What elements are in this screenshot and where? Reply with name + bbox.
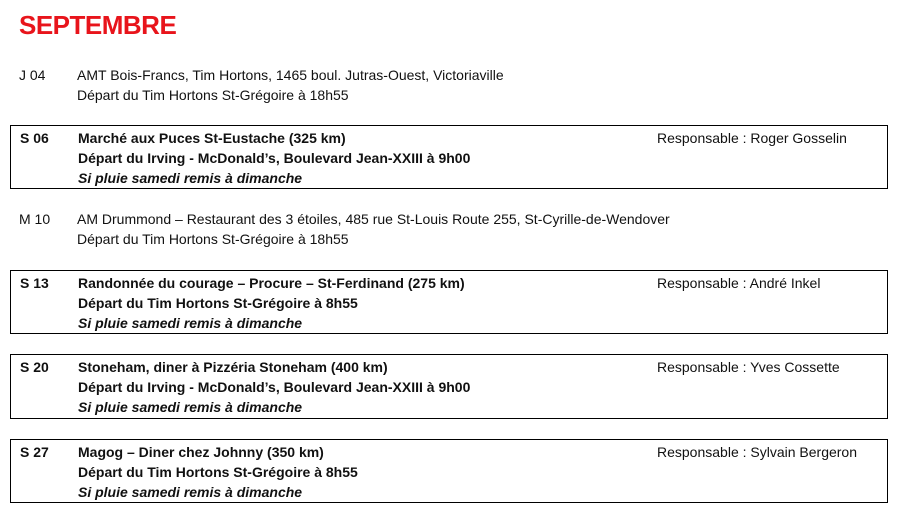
entry-responsable: Responsable : Yves Cossette bbox=[657, 359, 840, 375]
entry-details bbox=[78, 357, 470, 417]
schedule-entry-boxed bbox=[10, 125, 888, 189]
entry-day: S 06 bbox=[20, 130, 49, 146]
entry-title: Marché aux Puces St-Eustache (325 km) bbox=[78, 130, 346, 146]
entry-details bbox=[77, 209, 670, 249]
entry-details bbox=[77, 65, 504, 105]
entry-line: Départ du Tim Hortons St-Grégoire à 18h55 bbox=[77, 231, 349, 247]
entry-title: Randonnée du courage – Procure – St-Ferdinand (275 km) bbox=[78, 275, 465, 291]
entry-day: J 04 bbox=[19, 67, 46, 83]
entry-line: Départ du Tim Hortons St-Grégoire à 18h55 bbox=[77, 87, 349, 103]
entry-departure: Départ du Irving - McDonald’s, Boulevard Jean-XXIII à 9h00 bbox=[78, 150, 471, 166]
entry-day: S 27 bbox=[20, 444, 49, 460]
entry-responsable: Responsable : Roger Gosselin bbox=[657, 130, 847, 146]
entry-departure: Départ du Irving - McDonald’s, Boulevard Jean-XXIII à 9h00 bbox=[78, 379, 471, 395]
entry-details bbox=[78, 442, 358, 502]
page-title: SEPTEMBRE bbox=[19, 10, 177, 40]
entry-rain-note: Si pluie samedi remis à dimanche bbox=[78, 315, 303, 331]
schedule-entry bbox=[10, 65, 888, 107]
entry-responsable: Responsable : André Inkel bbox=[657, 275, 821, 291]
entry-departure: Départ du Tim Hortons St-Grégoire à 8h55 bbox=[78, 464, 358, 480]
schedule-entry-boxed bbox=[10, 270, 888, 334]
entry-title: Magog – Diner chez Johnny (350 km) bbox=[78, 444, 324, 460]
schedule-entry-boxed bbox=[10, 354, 888, 419]
entry-responsable: Responsable : Sylvain Bergeron bbox=[657, 444, 858, 460]
schedule-entry-boxed bbox=[10, 439, 888, 503]
entry-details bbox=[78, 128, 470, 188]
entry-rain-note: Si pluie samedi remis à dimanche bbox=[78, 484, 303, 500]
entry-rain-note: Si pluie samedi remis à dimanche bbox=[78, 399, 303, 415]
entry-line: AM Drummond – Restaurant des 3 étoiles, 485 rue St-Louis Route 255, St-Cyrille-de-Wendover bbox=[77, 211, 670, 227]
entry-line: AMT Bois-Francs, Tim Hortons, 1465 boul. Jutras-Ouest, Victoriaville bbox=[77, 67, 504, 83]
entry-rain-note: Si pluie samedi remis à dimanche bbox=[78, 170, 303, 186]
entry-details bbox=[78, 273, 465, 333]
entry-title: Stoneham, diner à Pizzéria Stoneham (400 km) bbox=[78, 359, 388, 375]
entry-day: S 20 bbox=[20, 359, 49, 375]
entry-day: M 10 bbox=[19, 211, 51, 227]
entry-departure: Départ du Tim Hortons St-Grégoire à 8h55 bbox=[78, 295, 358, 311]
schedule-entry bbox=[10, 209, 888, 251]
entry-day: S 13 bbox=[20, 275, 49, 291]
